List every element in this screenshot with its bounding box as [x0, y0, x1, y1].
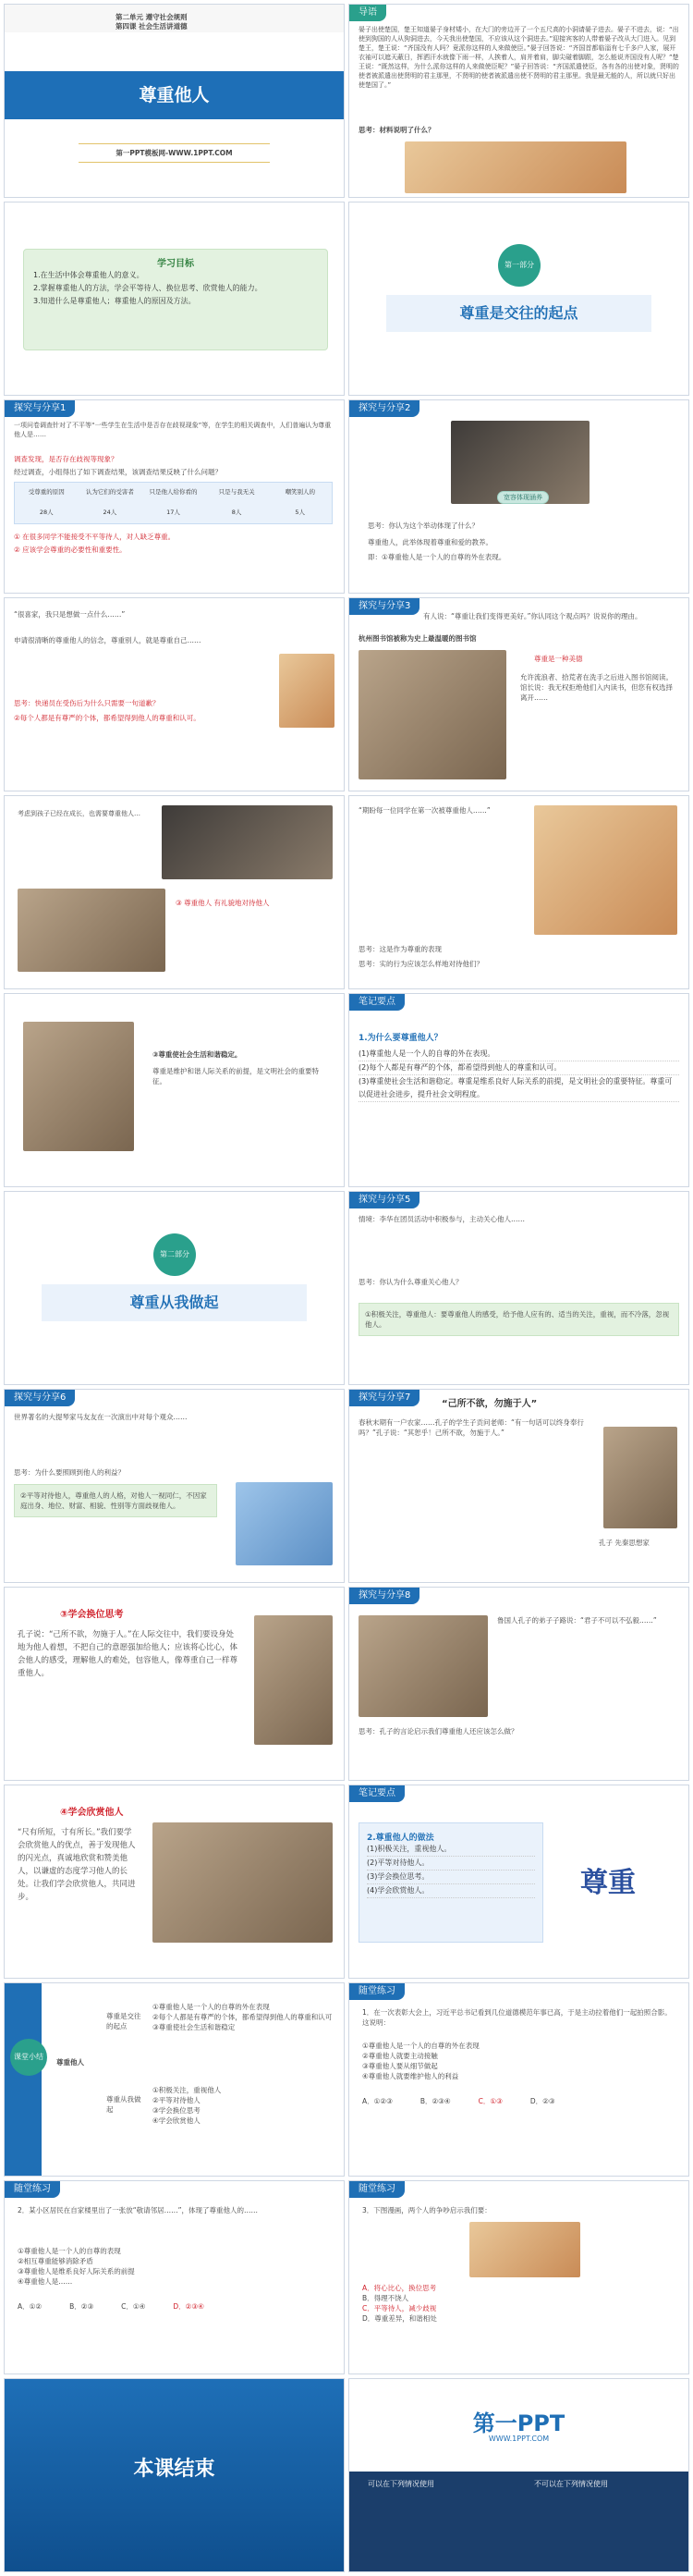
- question-text: 调查发现，是否存在歧视等现象？: [14, 455, 118, 463]
- slide-explore8[interactable]: [348, 1587, 689, 1781]
- section-title: ③学会换位思考: [60, 1610, 124, 1620]
- painting-image: [359, 1615, 488, 1717]
- slide-end[interactable]: [4, 2378, 345, 2572]
- slide-main-title: 尊重他人: [5, 71, 344, 119]
- story-text: “很喜家，我只是想做一点什么……”: [14, 610, 126, 619]
- photo-image: [534, 805, 677, 935]
- goal-item: 3.知道什么是尊重他人；尊重他人的原因及方法。: [33, 297, 196, 305]
- part-title: 尊重从我做起: [42, 1284, 307, 1321]
- answer-choice[interactable]: B．②③: [69, 2302, 94, 2311]
- end-title: 本课结束: [133, 2458, 215, 2481]
- question-text: 经过调查，小组得出了如下调查结果，该调查结果反映了什么问题？: [14, 468, 222, 476]
- summary-item: ③学会换位思考: [152, 2106, 201, 2115]
- note-text: 考虑到孩子已经在成长，也需要尊重他人…: [18, 810, 140, 817]
- slide-notes1[interactable]: [348, 993, 689, 1187]
- summary-item: ①积极关注，重视他人: [152, 2086, 222, 2094]
- slide-license[interactable]: [348, 2378, 689, 2572]
- slide-practice1[interactable]: [348, 1982, 689, 2177]
- slide-header: 探究与分享6: [5, 1390, 75, 1406]
- part-title: 尊重是交往的起点: [386, 295, 651, 332]
- society-image: [23, 1022, 134, 1151]
- slide-part2[interactable]: [4, 1191, 345, 1385]
- summary-item: ①尊重他人是一个人的自尊的外在表现: [152, 2003, 270, 2011]
- part-badge: 第一部分: [498, 244, 541, 287]
- slide-header: 探究与分享1: [5, 400, 75, 417]
- logo-text: 第一PPT: [472, 2410, 565, 2436]
- question-text: 思考：这是作为尊重的表现: [359, 945, 442, 953]
- story-text: 情境：李华在团员活动中积极参与，主动关心他人……: [359, 1215, 525, 1223]
- option-item: ①尊重他人是一个人的自尊的表现: [18, 2247, 121, 2255]
- question-text: 思考：你认为这个举动体现了什么？: [368, 521, 479, 530]
- answer-text: ① 在很多同学不能接受不平等待人，对人缺乏尊重。: [14, 533, 176, 541]
- slide-header: 探究与分享3: [349, 598, 419, 615]
- story-text: 晏子出使楚国，楚王知道晏子身材矮小，在大门的旁边开了一个五尺高的小洞请晏子进去。晏子不进去，说：“出使到狗国的人从狗洞进去，今天我出使楚国，不应该从这个洞进去。”迎接宾客的人带着晏子改从大门进入。见到楚王，楚王说：“齐国没有人吗？竟派你这样的人来做使臣。”晏子回答说：“齐国首都临淄有七千多户人家，展开衣袖可以遮天蔽日，挥洒汗水就像下雨一样，人挨着人，肩并着肩，脚尖碰着脚跟，怎么能说齐国没有人呢？”楚王说：“既然这样，为什么派你这样的人来做使臣呢？”晏子回答说：“齐国派遣使臣，各有各的出使对象，贤明的使者被派遣出使贤明的君主那里，不贤明的使者被派遣出使不贤明的君主那里。我是最无能的人，所以就只好出使楚国了。”: [359, 26, 679, 89]
- card-title: 尊重是一种美德: [534, 655, 583, 663]
- summary-branch: 尊重从我做起: [106, 2095, 141, 2114]
- slide-practice3[interactable]: [348, 2180, 689, 2374]
- answer-choice[interactable]: B．②③④: [419, 2097, 451, 2105]
- slide-header: 导语: [349, 5, 386, 21]
- card-title: 杭州图书馆被称为史上最温暖的图书馆: [359, 634, 477, 643]
- calligraphy-art: 尊重: [580, 1867, 636, 1899]
- option-item: ①尊重他人是一个人的自尊的外在表现: [362, 2042, 480, 2050]
- photo-image: [162, 805, 333, 879]
- note-item: (3)学会换位思考。: [367, 1871, 535, 1884]
- slide-summary[interactable]: [4, 1982, 345, 2177]
- slide-header: 笔记要点: [349, 1785, 405, 1802]
- goal-item: 2.掌握尊重他人的方法，学会平等待人、换位思考、欣赏他人的能力。: [33, 284, 262, 292]
- note-item: (3)尊重使社会生活和谐稳定。尊重是维系良好人际关系的前提，是文明社会的重要特征。尊重可以促进社会进步，提升社会文明程度。: [359, 1075, 679, 1102]
- question-text: 1．在一次表彰大会上，习近平总书记看到几位道德模范年事已高，于是主动拉着他们一起拍照合影。这说明：: [362, 2008, 672, 2027]
- answer-text: 尊重他人，此举体现着尊重和爱的教养。: [368, 538, 492, 546]
- option-item[interactable]: B．得理不饶人: [362, 2294, 409, 2302]
- slide-title[interactable]: [4, 4, 345, 198]
- slide-explore3[interactable]: [348, 597, 689, 791]
- option-item: ③尊重他人是维系良好人际关系的前提: [18, 2267, 135, 2275]
- note-item: (2)平等对待他人。: [367, 1857, 535, 1871]
- option-item: ④尊重他人是……: [18, 2277, 73, 2286]
- story-text: 允许流浪者、拾荒者在洗手之后进入图书馆阅读。馆长说：我无权拒绝他们入内读书，但您有权选择离开……: [520, 673, 673, 702]
- image-caption: 宽容体现涵养: [497, 491, 549, 504]
- answer-choice[interactable]: D．②③④: [173, 2302, 204, 2311]
- illustration-image: [405, 141, 626, 193]
- slide-header: 探究与分享2: [349, 400, 419, 417]
- option-item: ④尊重他人就要维护他人的利益: [362, 2072, 459, 2080]
- painting-image: [152, 1822, 333, 1943]
- license-denied: 不可以在下列情况使用: [534, 2480, 608, 2488]
- confucius-image: [603, 1427, 677, 1528]
- goal-item: 1.在生活中体会尊重他人的意义。: [33, 271, 144, 279]
- summary-branch: 尊重是交往的起点: [106, 2012, 141, 2030]
- story-text: “期盼每一位同学在第一次被尊重他人……”: [359, 806, 491, 815]
- slide-header: 随堂练习: [5, 2181, 60, 2198]
- question-text: 2．某小区居民在自家楼里出了一张放“敬请邻居……”，体现了尊重他人的……: [18, 2206, 259, 2214]
- confucius-image: [254, 1615, 333, 1745]
- summary-item: ②每个人都是有尊严的个体，都希望得到他人的尊重和认可: [152, 2013, 333, 2021]
- summary-center: 尊重他人: [56, 2058, 84, 2067]
- survey-text: 一项问卷调查针对了不平等“一些学生在生活中是否存在歧视现象”等，在学生的相关调查中，人们普遍认为尊重他人是……: [14, 422, 332, 438]
- survey-table: 受尊重的原因 认为它们的受害者 只是他人给你看的 只是与我无关 嘲笑别人的 28人 24人 17人 8人 5人: [14, 482, 333, 524]
- slide-practice2[interactable]: [4, 2180, 345, 2374]
- slide-explore2[interactable]: [348, 399, 689, 594]
- logo-url: WWW.1PPT.COM: [488, 2435, 550, 2443]
- quote-text: “己所不欲，勿施于人”: [442, 1399, 538, 1409]
- question-text: 思考：材料说明了什么？: [359, 126, 435, 134]
- image-caption: 孔子 先秦思想家: [599, 1539, 650, 1547]
- note-item: (1)积极关注，重视他人。: [367, 1843, 535, 1857]
- question-text: 思考：孔子的言论启示我们尊重他人还应该怎么做？: [359, 1727, 518, 1736]
- answer-box: ②平等对待他人，尊重他人的人格，对他人一视同仁，不因家庭出身、地位、财富、相貌、性别等方面歧视他人。: [14, 1484, 217, 1517]
- option-item: ②相互尊重能够消除矛盾: [18, 2257, 93, 2265]
- answer-text: ③ 尊重他人 有礼貌地对待他人: [176, 899, 270, 907]
- answer-text: ③尊重使社会生活和谐稳定。: [152, 1050, 242, 1059]
- library-image: [359, 650, 506, 779]
- license-allowed: 可以在下列情况使用: [368, 2480, 434, 2488]
- cartoon-image: [469, 2222, 580, 2277]
- slide-explore7[interactable]: [348, 1389, 689, 1583]
- answer-box: ①积极关注，尊重他人：要尊重他人的感受，给予他人应有的、适当的关注，重视，而不冷落，忽视他人。: [359, 1303, 679, 1336]
- goals-title: 学习目标: [157, 259, 194, 269]
- question-text: 思考：快递员在受伤后为什么只需要一句道歉？: [14, 699, 160, 707]
- slide-header: 随堂练习: [349, 2181, 405, 2198]
- photo-image: [18, 889, 165, 972]
- answer-text: 即：①尊重他人是一个人的自尊的外在表现。: [368, 553, 506, 561]
- notes-title: 1.为什么要尊重他人？: [359, 1034, 443, 1043]
- summary-item: ③尊重使社会生活和谐稳定: [152, 2023, 236, 2031]
- slide-respect-act[interactable]: [348, 795, 689, 989]
- answer-choice[interactable]: A．①②③: [362, 2097, 393, 2105]
- option-item: ③尊重他人要从细节做起: [362, 2062, 438, 2070]
- slide-header: 探究与分享5: [349, 1192, 419, 1208]
- option-item[interactable]: C．平等待人，减少歧视: [362, 2304, 437, 2312]
- story-text: 申请很清晰的尊重他人的信念，尊重别人，就是尊重自己……: [14, 636, 201, 644]
- option-item: ②尊重他人就要主动接触: [362, 2052, 438, 2060]
- answer-choice[interactable]: C．①④: [121, 2302, 146, 2311]
- slide-appreciate[interactable]: [4, 1785, 345, 1979]
- slide-goals[interactable]: [4, 202, 345, 396]
- answer-text: ②每个人都是有尊严的个体，都希望得到他人的尊重和认可。: [14, 714, 201, 722]
- slide-intro[interactable]: [348, 4, 689, 198]
- slide-header: 随堂练习: [349, 1983, 405, 2000]
- answer-choice[interactable]: D．②③: [529, 2097, 555, 2105]
- answer-text: 思考：实的行为应该怎么样地对待他们？: [359, 960, 483, 968]
- summary-item: ④学会欣赏他人: [152, 2116, 201, 2125]
- story-text: 春秋末期有一户农家……孔子的学生子贡问老师：“有一句话可以终身奉行吗？”孔子说：“其恕乎！己所不欲，勿施于人。”: [359, 1418, 584, 1437]
- note-item: (1)尊重他人是一个人的自尊的外在表现。: [359, 1048, 679, 1061]
- slide-explore6[interactable]: [4, 1389, 345, 1583]
- lesson-label: 第四课 社会生活讲道德: [116, 22, 188, 31]
- body-text: 孔子说：“己所不欲，勿施于人。”在人际交往中，我们要设身处地为他人着想，不把自己的意愿强加给他人；应该将心比心，体会他人的感受，理解他人的难处，包容他人，像尊重自己一样尊重他人。: [18, 1630, 238, 1678]
- answer-text: ② 应该学会尊重的必要性和重要性。: [14, 546, 127, 554]
- answer-text: 尊重是维护和谐人际关系的前提，是文明社会的重要特征。: [152, 1067, 319, 1086]
- slide-explore5[interactable]: [348, 1191, 689, 1385]
- question-text: 思考：为什么要照顾到他人的利益？: [14, 1468, 125, 1477]
- notes-title: 2.尊重他人的做法: [367, 1834, 434, 1843]
- slide-notes2[interactable]: [348, 1785, 689, 1979]
- question-text: 思考：你认为什么尊重关心他人？: [359, 1278, 463, 1286]
- answer-choice[interactable]: A．①②: [18, 2302, 43, 2311]
- brand-text: 第一PPT模板网-WWW.1PPT.COM: [116, 149, 233, 157]
- question-text: 3．下图漫画，两个人的争吵启示我们要：: [362, 2206, 492, 2214]
- summary-badge: 课堂小结: [10, 2039, 47, 2076]
- note-item: (2)每个人都是有尊严的个体，都希望得到他人的尊重和认可。: [359, 1061, 679, 1075]
- slide-elderly[interactable]: [4, 795, 345, 989]
- slide-header: 笔记要点: [349, 994, 405, 1011]
- slide-header: 探究与分享7: [349, 1390, 419, 1406]
- option-item[interactable]: A．将心比心，换位思考: [362, 2284, 437, 2292]
- slide-explore1[interactable]: [4, 399, 345, 594]
- story-text: 鲁国人孔子的弟子子路说：“君子不可以不弘毅……”: [497, 1616, 657, 1625]
- option-item[interactable]: D．尊重差异，和谐相处: [362, 2314, 437, 2323]
- slide-header: 探究与分享8: [349, 1588, 419, 1604]
- note-item: (4)学会欣赏他人。: [367, 1884, 535, 1898]
- slide-empathy[interactable]: [4, 1587, 345, 1781]
- section-title: ④学会欣赏他人: [60, 1808, 124, 1818]
- body-text: “尺有所短，寸有所长。”我们要学会欣赏他人的优点，善于发现他人的闪光点，真诚地欣赏和赞美他人，以谦虚的态度学习他人的长处。让我们学会欣赏他人，共同进步。: [18, 1828, 136, 1902]
- story-text: 世界著名的大提琴家马友友在一次演出中对每个观众……: [14, 1413, 188, 1421]
- slide-society[interactable]: [4, 993, 345, 1187]
- courier-image: [279, 654, 334, 728]
- slide-courier[interactable]: [4, 597, 345, 791]
- question-text: 有人说：“尊重让我们变得更美好。”你认同这个观点吗？说说你的理由。: [423, 612, 642, 620]
- photo-image: [236, 1482, 333, 1565]
- unit-label: 第二单元 遵守社会规则: [116, 13, 188, 21]
- answer-choice[interactable]: C．①③: [478, 2097, 503, 2105]
- part-badge: 第二部分: [153, 1233, 196, 1276]
- slide-part1[interactable]: [348, 202, 689, 396]
- summary-item: ②平等对待他人: [152, 2096, 201, 2104]
